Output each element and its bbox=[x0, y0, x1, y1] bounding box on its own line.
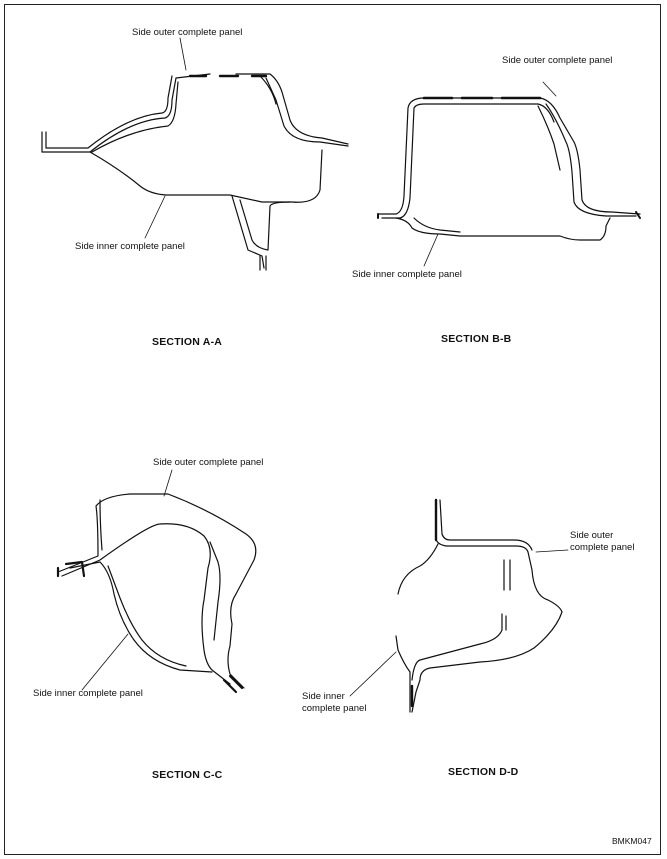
section-c-inner-label: Side inner complete panel bbox=[33, 688, 143, 699]
section-c-inner-panel bbox=[70, 562, 212, 672]
section-c-outer-panel bbox=[58, 494, 256, 688]
section-b-outer-panel bbox=[378, 98, 640, 214]
section-a-drawing bbox=[42, 38, 348, 270]
section-b-outer-label: Side outer complete panel bbox=[502, 55, 613, 66]
section-b-inner-label: Side inner complete panel bbox=[352, 269, 462, 280]
section-d-inner-panel bbox=[396, 636, 410, 712]
section-a-inner-panel bbox=[90, 150, 322, 202]
section-a-inner-label: Side inner complete panel bbox=[75, 241, 185, 252]
figure-code: BMKM047 bbox=[612, 836, 652, 846]
section-a-outer-label: Side outer complete panel bbox=[132, 27, 243, 38]
section-b-title: SECTION B-B bbox=[441, 333, 512, 345]
section-b-inner-panel bbox=[396, 218, 610, 240]
section-d-drawing bbox=[350, 500, 568, 712]
section-c-drawing bbox=[58, 470, 256, 692]
section-d-outer-label-line1: Side outer bbox=[570, 530, 614, 541]
section-d-outer-panel bbox=[412, 500, 562, 712]
section-d-inner-label-line2: complete panel bbox=[302, 703, 367, 714]
section-b-drawing bbox=[378, 82, 640, 266]
section-d-outer-label-line2: complete panel bbox=[570, 542, 635, 553]
section-a-title: SECTION A-A bbox=[152, 336, 223, 348]
section-c-title: SECTION C-C bbox=[152, 769, 223, 781]
section-c-outer-label: Side outer complete panel bbox=[153, 457, 264, 468]
section-d-title: SECTION D-D bbox=[448, 766, 519, 778]
section-d-inner-label-line1: Side inner bbox=[302, 691, 345, 702]
